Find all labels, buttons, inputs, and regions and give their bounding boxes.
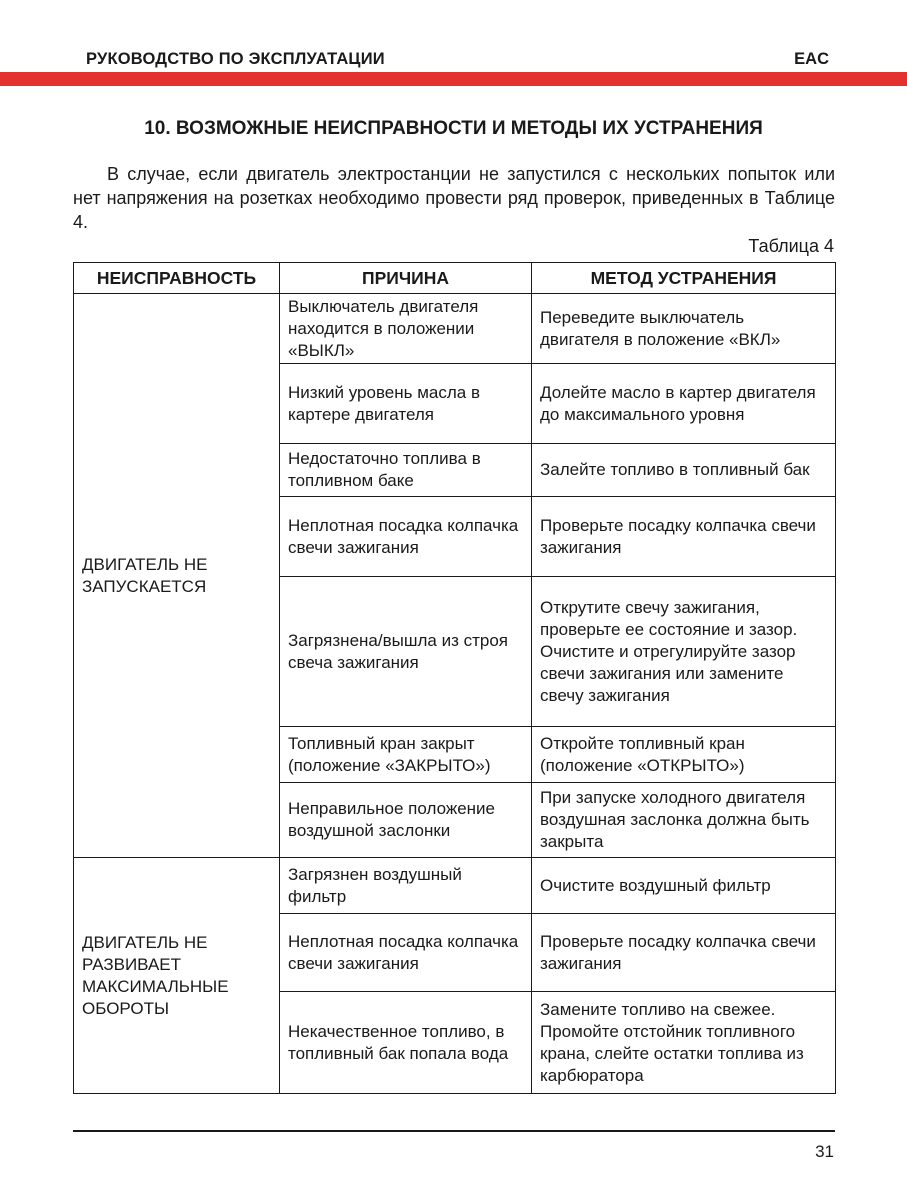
remedy-cell: Долейте масло в картер двигателя до максимального уровня — [532, 364, 836, 444]
remedy-cell: Очистите воздушный фильтр — [532, 858, 836, 914]
cause-cell: Недостаточно топлива в топливном баке — [280, 444, 532, 497]
eac-mark: EAC — [794, 50, 829, 68]
cause-cell: Неплотная посадка колпачка свечи зажигания — [280, 497, 532, 577]
header-cause: ПРИЧИНА — [280, 263, 532, 294]
remedy-cell: При запуске холодного двигателя воздушная заслонка должна быть закрыта — [532, 783, 836, 858]
remedy-cell: Проверьте посадку колпачка свечи зажигания — [532, 914, 836, 992]
cause-cell: Неправильное положение воздушной заслонки — [280, 783, 532, 858]
table-header-row — [74, 263, 836, 294]
section-title: 10. ВОЗМОЖНЫЕ НЕИСПРАВНОСТИ И МЕТОДЫ ИХ УСТРАНЕНИЯ — [144, 118, 763, 139]
footer-rule — [73, 1130, 835, 1132]
cause-cell: Некачественное топливо, в топливный бак попала вода — [280, 992, 532, 1094]
cause-cell: Неплотная посадка колпачка свечи зажигания — [280, 914, 532, 992]
header-remedy: МЕТОД УСТРАНЕНИЯ — [532, 263, 836, 294]
fault-cell: ДВИГАТЕЛЬ НЕ РАЗВИВАЕТ МАКСИМАЛЬНЫЕ ОБОРОТЫ — [74, 858, 280, 1094]
remedy-cell: Замените топливо на свежее. Промойте отстойник топливного крана, слейте остатки топлива из карбюратора — [532, 992, 836, 1094]
troubleshooting-table — [73, 262, 836, 1094]
cause-cell: Загрязнена/вышла из строя свеча зажигания — [280, 577, 532, 727]
header-fault: НЕИСПРАВНОСТЬ — [74, 263, 280, 294]
page-number: 31 — [815, 1142, 834, 1161]
header-red-bar — [0, 72, 907, 86]
remedy-cell: Залейте топливо в топливный бак — [532, 444, 836, 497]
cause-cell: Топливный кран закрыт (положение «ЗАКРЫТО») — [280, 727, 532, 783]
fault-cell: ДВИГАТЕЛЬ НЕ ЗАПУСКАЕТСЯ — [74, 294, 280, 858]
table-row — [74, 294, 836, 364]
page-header-title: РУКОВОДСТВО ПО ЭКСПЛУАТАЦИИ — [86, 50, 385, 68]
intro-text: В случае, если двигатель электростанции не запустился с нескольких попыток или нет напряжения на розетках необходимо провести ряд проверок, приведенных в Таблице 4. — [73, 164, 835, 232]
remedy-cell: Открутите свечу зажигания, проверьте ее состояние и зазор. Очистите и отрегулируйте зазор свечи зажигания или замените свечу зажигания — [532, 577, 836, 727]
cause-cell: Выключатель двигателя находится в положении «ВЫКЛ» — [280, 294, 532, 364]
remedy-cell: Переведите выключатель двигателя в положение «ВКЛ» — [532, 294, 836, 364]
intro-paragraph — [73, 162, 835, 234]
cause-cell: Низкий уровень масла в картере двигателя — [280, 364, 532, 444]
table-caption: Таблица 4 — [748, 236, 834, 256]
remedy-cell: Откройте топливный кран (положение «ОТКРЫТО») — [532, 727, 836, 783]
table-row — [74, 858, 836, 914]
cause-cell: Загрязнен воздушный фильтр — [280, 858, 532, 914]
remedy-cell: Проверьте посадку колпачка свечи зажигания — [532, 497, 836, 577]
